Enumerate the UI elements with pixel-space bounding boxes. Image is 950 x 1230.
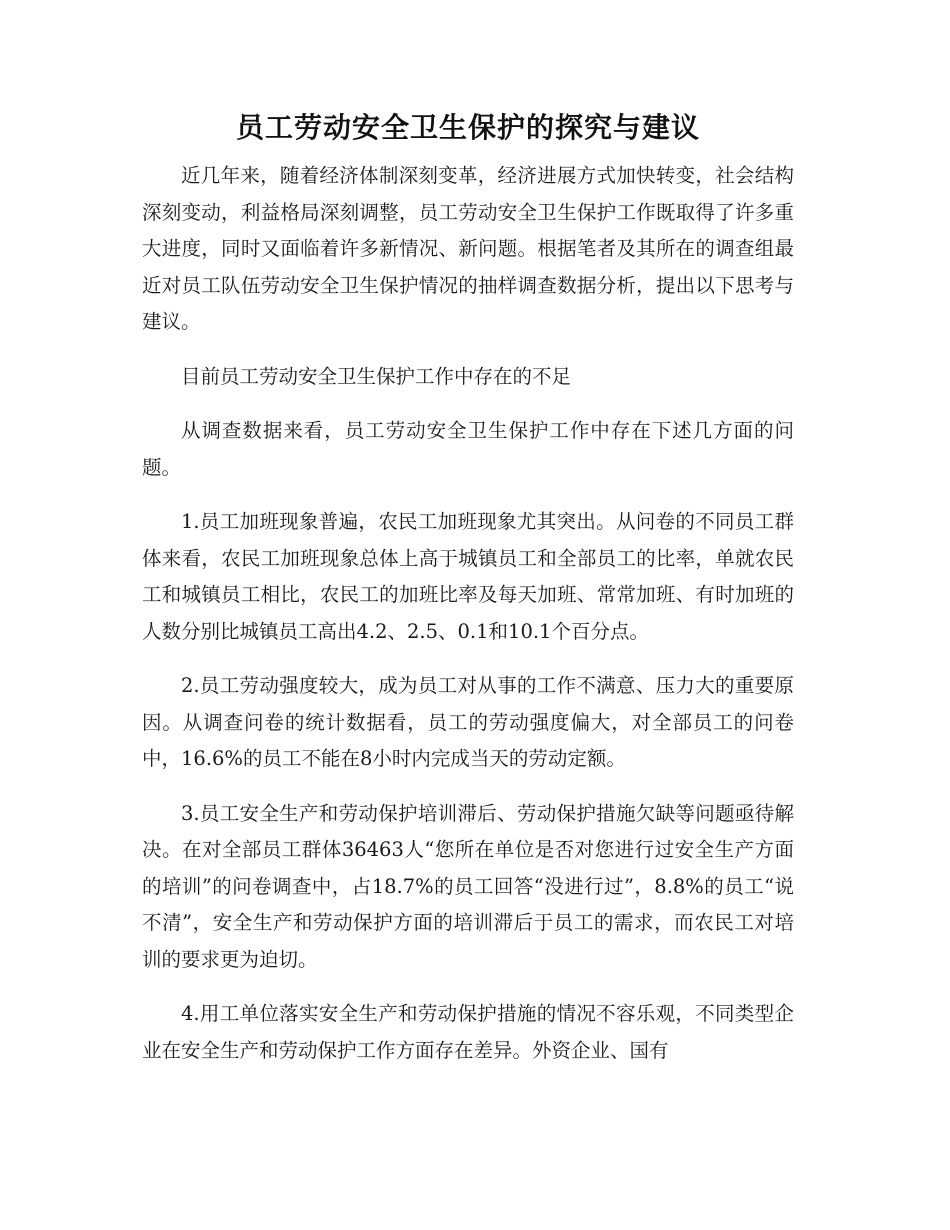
document-title: 员工劳动安全卫生保护的探究与建议 [235, 111, 700, 144]
intro-paragraph: 近几年来，随着经济体制深刻变革，经济进展方式加快转变，社会结构深刻变动，利益格局深刻调整，员工劳动安全卫生保护工作既取得了许多重大进度，同时又面临着许多新情况、新问题。根据笔者及其所在的调查组最近对员工队伍劳动安全卫生保护情况的抽样调查数据分析，提出以下思考与建议。 [142, 164, 794, 333]
section-intro-paragraph: 从调查数据来看，员工劳动安全卫生保护工作中存在下述几方面的问题。 [142, 419, 794, 479]
point-4-paragraph: 4.用工单位落实安全生产和劳动保护措施的情况不容乐观，不同类型企业在安全生产和劳动保护工作方面存在差异。外资企业、国有 [142, 1002, 794, 1062]
point-3-paragraph: 3.员工安全生产和劳动保护培训滞后、劳动保护措施欠缺等问题亟待解决。在对全部员工群体36463人“您所在单位是否对您进行过安全生产方面的培训”的问卷调查中，占18.7%的员工回答“没进行过”，8.8%的员工“说不清”，安全生产和劳动保护方面的培训滞后于员工的需求，而农民工对培训的要求更为迫切。 [142, 801, 794, 971]
section-heading: 目前员工劳动安全卫生保护工作中存在的不足 [181, 364, 572, 388]
point-1-paragraph: 1.员工加班现象普遍，农民工加班现象尤其突出。从问卷的不同员工群体来看，农民工加班现象总体上高于城镇员工和全部员工的比率，单就农民工和城镇员工相比，农民工的加班比率及每天加班、常常加班、有时加班的人数分别比城镇员工高出4.2、2.5、0.1和10.1个百分点。 [142, 510, 794, 643]
point-2-paragraph: 2.员工劳动强度较大，成为员工对从事的工作不满意、压力大的重要原因。从调查问卷的统计数据看，员工的劳动强度偏大，对全部员工的问卷中，16.6%的员工不能在8小时内完成当天的劳动定额。 [142, 674, 794, 770]
document-page [142, 108, 794, 1087]
